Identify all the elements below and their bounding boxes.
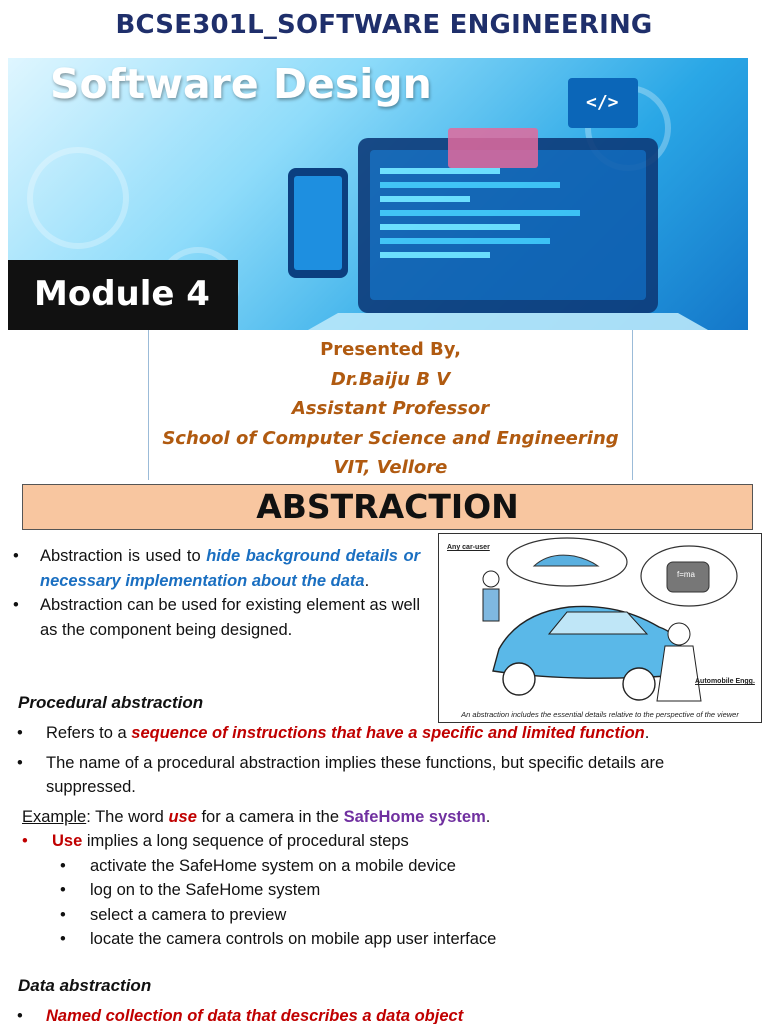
label-car-user: Any car-user — [447, 544, 490, 551]
presenter-institute: VIT, Vellore — [333, 457, 448, 478]
code-tag: </> — [586, 92, 619, 113]
data-abstraction-list — [14, 1004, 758, 1024]
presented-by: Presented By, — [320, 339, 461, 360]
abstraction-illustration — [438, 533, 762, 723]
list-item: • Abstraction is used to hide background details or necessary implementation about the data. — [10, 544, 420, 593]
formula-label: f=ma — [677, 570, 696, 579]
illustration-caption: An abstraction includes the essential details relative to the perspective of the viewer — [461, 710, 739, 719]
banner-image — [8, 58, 748, 330]
example-line: Example: The word use for a camera in the SafeHome system. — [22, 807, 491, 826]
presenter-school: School of Computer Science and Engineering — [162, 427, 619, 449]
car-drawing — [439, 534, 762, 723]
list-item: • log on to the SafeHome system — [14, 878, 758, 903]
list-item: • The name of a procedural abstraction implies these functions, but specific details are suppressed. — [14, 751, 758, 800]
module-label: Module 4 — [34, 274, 210, 314]
presenter-name: Dr.Baiju B V — [330, 368, 451, 390]
list-item: • Use implies a long sequence of procedural steps — [14, 829, 758, 854]
label-engineer: Automobile Engg. — [695, 678, 755, 685]
procedural-list — [14, 721, 758, 952]
list-item: • activate the SafeHome system on a mobile device — [14, 854, 758, 879]
course-title: BCSE301L_SOFTWARE ENGINEERING — [115, 10, 653, 40]
data-abstraction-heading: Data abstraction — [18, 976, 152, 995]
module-badge — [8, 260, 238, 330]
presenter-designation: Assistant Professor — [291, 398, 490, 419]
list-item: • Abstraction can be used for existing element as well as the component being designed. — [10, 593, 420, 642]
presenter-block — [148, 330, 633, 480]
list-item: • Refers to a sequence of instructions that have a specific and limited function. — [14, 721, 758, 746]
procedural-heading: Procedural abstraction — [18, 693, 204, 712]
intro-list — [10, 544, 420, 642]
list-item: • locate the camera controls on mobile app user interface — [14, 927, 758, 952]
list-item: • select a camera to preview — [14, 903, 758, 928]
section-title: ABSTRACTION — [22, 484, 753, 530]
banner-title: Software Design — [50, 60, 432, 108]
list-item: • Named collection of data that describes a data object — [14, 1004, 758, 1024]
